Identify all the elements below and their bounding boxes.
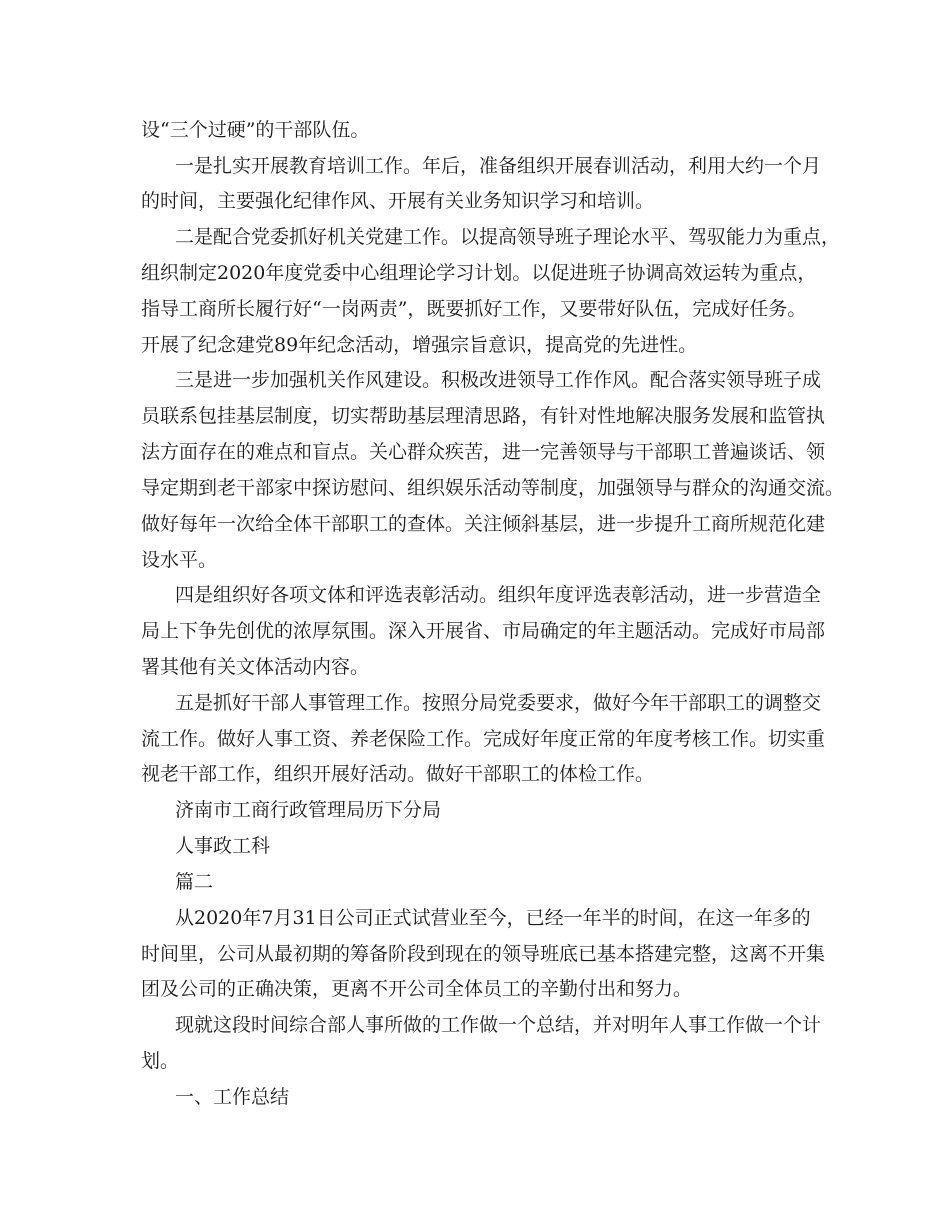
text-line: 二是配合党委抓好机关党建工作。以提高领导班子理论水平、驾驭能力为重点， bbox=[175, 226, 841, 248]
text-line: 员联系包挂基层制度，切实帮助基层理清思路，有针对性地解决服务发展和监管执 bbox=[141, 405, 826, 427]
text-line: 的时间，主要强化纪律作风、开展有关业务知识学习和培训。 bbox=[141, 190, 655, 212]
text-line: 现就这段时间综合部人事所做的工作做一个总结，并对明年人事工作做一个计 bbox=[175, 1014, 822, 1036]
text-line: 四是组织好各项文体和评选表彰活动。组织年度评选表彰活动，进一步营造全 bbox=[175, 584, 822, 606]
text-line: 组织制定2020年度党委中心组理论学习计划。以促进班子协调高效运转为重点， bbox=[141, 262, 817, 284]
text-line: 设水平。 bbox=[141, 549, 218, 571]
text-line: 导定期到老干部家中探访慰问、组织娱乐活动等制度，加强领导与群众的沟通交流。 bbox=[141, 477, 845, 499]
text-line: 署其他有关文体活动内容。 bbox=[141, 656, 370, 678]
text-line: 划。 bbox=[141, 1050, 180, 1072]
text-line: 人事政工科 bbox=[175, 835, 271, 857]
text-line: 局上下争先创优的浓厚氛围。深入开展省、市局确定的年主题活动。完成好市局部 bbox=[141, 620, 826, 642]
text-line: 做好每年一次给全体干部职工的查体。关注倾斜基层，进一步提升工商所规范化建 bbox=[141, 513, 826, 535]
text-line: 一是扎实开展教育培训工作。年后，准备组织开展春训活动，利用大约一个月 bbox=[175, 155, 822, 177]
text-line: 篇二 bbox=[175, 871, 214, 893]
text-line: 流工作。做好人事工资、养老保险工作。完成好年度正常的年度考核工作。切实重 bbox=[141, 728, 826, 750]
text-line: 济南市工商行政管理局历下分局 bbox=[175, 799, 442, 821]
text-line: 五是抓好干部人事管理工作。按照分局党委要求，做好今年干部职工的调整交 bbox=[175, 692, 822, 714]
text-line: 一、工作总结 bbox=[175, 1086, 290, 1108]
text-line: 从2020年7月31日公司正式试营业至今，已经一年半的时间，在这一年多的 bbox=[175, 907, 811, 929]
text-line: 设“三个过硬”的干部队伍。 bbox=[141, 119, 370, 141]
text-line: 法方面存在的难点和盲点。关心群众疾苦，进一完善领导与干部职工普遍谈话、领 bbox=[141, 441, 826, 463]
text-line: 三是进一步加强机关作风建设。积极改进领导工作作风。配合落实领导班子成 bbox=[175, 369, 822, 391]
text-line: 开展了纪念建党89年纪念活动，增强宗旨意识，提高党的先进性。 bbox=[141, 334, 698, 356]
text-line: 视老干部工作，组织开展好活动。做好干部职工的体检工作。 bbox=[141, 763, 655, 785]
text-line: 时间里，公司从最初期的筹备阶段到现在的领导班底已基本搭建完整，这离不开集 bbox=[141, 943, 826, 965]
text-line: 指导工商所长履行好“一岗两责”，既要抓好工作，又要带好队伍，完成好任务。 bbox=[141, 298, 807, 320]
text-line: 团及公司的正确决策，更离不开公司全体员工的辛勤付出和努力。 bbox=[141, 978, 693, 1000]
